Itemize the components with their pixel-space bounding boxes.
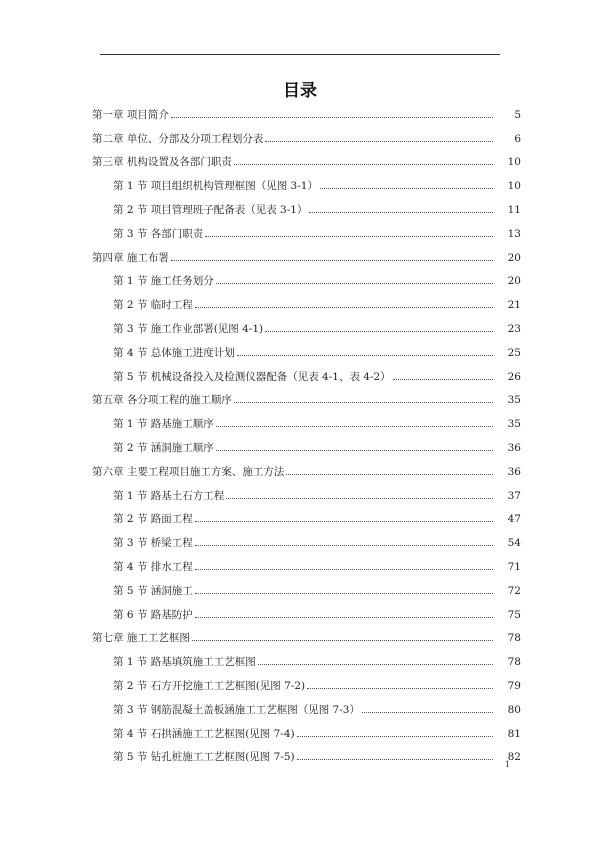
toc-page-number: 72 — [507, 584, 521, 597]
toc-entry-text: 第 6 节 路基防护 — [113, 608, 193, 621]
toc-entry-text: 第 2 节 临时工程 — [113, 299, 193, 312]
toc-page-number: 20 — [507, 251, 521, 264]
toc-page-number: 36 — [507, 465, 521, 478]
toc-page-number: 23 — [507, 323, 521, 336]
dot-leader — [393, 378, 493, 380]
toc-page-number: 11 — [507, 204, 521, 217]
toc-page-number: 47 — [507, 513, 521, 526]
dot-leader — [234, 163, 493, 165]
dot-leader — [297, 735, 493, 737]
toc-entry-text: 第六章 主要工程项目施工方案、施工方法 — [92, 465, 285, 478]
toc-page-number: 21 — [507, 299, 521, 312]
toc-entry-text: 第 1 节 路基填筑施工工艺框图 — [113, 656, 256, 669]
dot-leader — [216, 449, 493, 451]
toc-entry-text: 第 1 节 路基土石方工程 — [113, 489, 225, 502]
toc-section-entry[interactable] — [0, 270, 600, 294]
toc-section-entry[interactable] — [0, 174, 600, 198]
dot-leader — [195, 306, 493, 308]
toc-page-number: 78 — [507, 656, 521, 669]
dot-leader — [192, 639, 493, 641]
toc-chapter-entry[interactable] — [0, 127, 600, 151]
toc-entry-text: 第 1 节 项目组织机构管理框图（见图 3-1） — [113, 180, 318, 193]
toc-chapter-entry[interactable] — [0, 151, 600, 175]
toc-page-number: 82 — [507, 751, 521, 764]
dot-leader — [258, 663, 493, 665]
toc-section-entry[interactable] — [0, 436, 600, 460]
toc-chapter-entry[interactable] — [0, 460, 600, 484]
dot-leader — [309, 211, 493, 213]
toc-page-number: 78 — [507, 632, 521, 645]
toc-entry-text: 第二章 单位、分部及分项工程划分表 — [92, 132, 264, 145]
toc-chapter-entry[interactable] — [0, 389, 600, 413]
page-number: 1 — [505, 760, 511, 769]
dot-leader — [195, 592, 493, 594]
toc-section-entry[interactable] — [0, 508, 600, 532]
dot-leader — [195, 616, 493, 618]
toc-chapter-entry[interactable] — [0, 103, 600, 127]
toc-entry-text: 第 2 节 路面工程 — [113, 513, 193, 526]
toc-section-entry[interactable] — [0, 674, 600, 698]
toc-chapter-entry[interactable] — [0, 627, 600, 651]
dot-leader — [171, 259, 493, 261]
toc-page-number: 26 — [507, 370, 521, 383]
toc-section-entry[interactable] — [0, 484, 600, 508]
dot-leader — [362, 711, 493, 713]
dot-leader — [286, 473, 493, 475]
dot-leader — [320, 187, 493, 189]
toc-page-number: 81 — [507, 727, 521, 740]
toc-section-entry[interactable] — [0, 365, 600, 389]
toc-section-entry[interactable] — [0, 722, 600, 746]
toc-page-number: 10 — [507, 180, 521, 193]
toc-entry-text: 第三章 机构设置及各部门职责 — [92, 156, 232, 169]
toc-chapter-entry[interactable] — [0, 246, 600, 270]
toc-entry-text: 第 5 节 涵洞施工 — [113, 584, 193, 597]
dot-leader — [234, 401, 493, 403]
toc-page-number: 37 — [507, 489, 521, 502]
toc-page-number: 5 — [514, 108, 521, 121]
page-title: 目录 — [283, 81, 317, 101]
toc-page-number: 35 — [507, 394, 521, 407]
toc-page-number: 10 — [507, 156, 521, 169]
toc-section-entry[interactable] — [0, 412, 600, 436]
dot-leader — [237, 354, 493, 356]
dot-leader — [265, 330, 493, 332]
toc-entry-text: 第 2 节 石方开挖施工工艺框图(见图 7-2) — [113, 680, 306, 693]
toc-page-number: 25 — [507, 346, 521, 359]
toc-section-entry[interactable] — [0, 650, 600, 674]
toc-page-number: 75 — [507, 608, 521, 621]
toc-entry-text: 第 3 节 桥梁工程 — [113, 537, 193, 550]
toc-entry-text: 第 5 节 机械设备投入及检测仪器配备（见表 4-1、表 4-2） — [113, 370, 391, 383]
toc-page-number: 6 — [514, 132, 521, 145]
toc-section-entry[interactable] — [0, 317, 600, 341]
toc-section-entry[interactable] — [0, 531, 600, 555]
dot-leader — [265, 140, 493, 142]
toc-entry-text: 第 1 节 施工任务划分 — [113, 275, 214, 288]
toc-page-number: 80 — [507, 703, 521, 716]
toc-entry-text: 第 2 节 项目管理班子配备表（见表 3-1） — [113, 204, 308, 217]
toc-page-number: 79 — [507, 680, 521, 693]
toc-entry-text: 第 3 节 钢筋混凝土盖板涵施工工艺框图（见图 7-3） — [113, 703, 360, 716]
header-rule — [100, 54, 500, 55]
dot-leader — [216, 282, 493, 284]
table-of-contents — [0, 103, 600, 769]
toc-page-number: 20 — [507, 275, 521, 288]
toc-page-number: 13 — [507, 227, 521, 240]
toc-entry-text: 第七章 施工工艺框图 — [92, 632, 190, 645]
dot-leader — [195, 520, 493, 522]
toc-page-number: 54 — [507, 537, 521, 550]
toc-section-entry[interactable] — [0, 698, 600, 722]
toc-section-entry[interactable] — [0, 579, 600, 603]
dot-leader — [195, 544, 493, 546]
toc-section-entry[interactable] — [0, 603, 600, 627]
dot-leader — [195, 568, 493, 570]
dot-leader — [171, 116, 493, 118]
dot-leader — [216, 425, 493, 427]
toc-section-entry[interactable] — [0, 555, 600, 579]
toc-page-number: 71 — [507, 561, 521, 574]
toc-entry-text: 第 3 节 施工作业部署(见图 4-1) — [113, 323, 264, 336]
dot-leader — [297, 758, 493, 760]
toc-section-entry[interactable] — [0, 341, 600, 365]
toc-section-entry[interactable] — [0, 198, 600, 222]
dot-leader — [226, 497, 493, 499]
toc-entry-text: 第 4 节 总体施工进度计划 — [113, 346, 235, 359]
toc-entry-text: 第 2 节 涵洞施工顺序 — [113, 442, 214, 455]
toc-entry-text: 第 3 节 各部门职责 — [113, 227, 204, 240]
toc-page-number: 36 — [507, 442, 521, 455]
toc-entry-text: 第 1 节 路基施工顺序 — [113, 418, 214, 431]
toc-entry-text: 第五章 各分项工程的施工顺序 — [92, 394, 232, 407]
dot-leader — [307, 687, 493, 689]
toc-entry-text: 第 4 节 石拱涵施工工艺框图(见图 7-4) — [113, 727, 295, 740]
toc-page-number: 35 — [507, 418, 521, 431]
toc-section-entry[interactable] — [0, 293, 600, 317]
toc-entry-text: 第 5 节 钻孔桩施工工艺框图(见图 7-5) — [113, 751, 295, 764]
dot-leader — [205, 235, 493, 237]
toc-entry-text: 第 4 节 排水工程 — [113, 561, 193, 574]
toc-entry-text: 第四章 施工布署 — [92, 251, 169, 264]
toc-entry-text: 第一章 项目简介 — [92, 108, 169, 121]
toc-section-entry[interactable] — [0, 222, 600, 246]
